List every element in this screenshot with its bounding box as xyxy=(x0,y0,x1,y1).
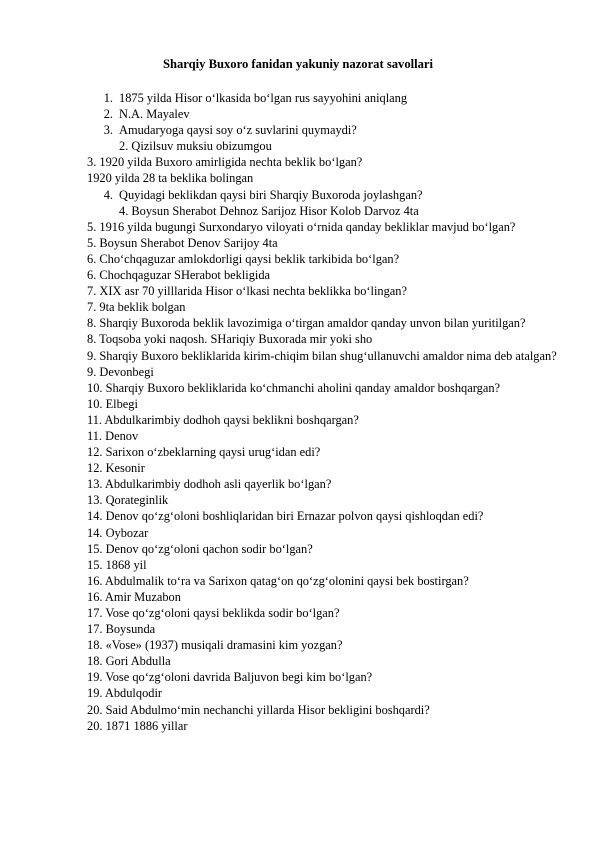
answer-line: 7. 9ta beklik bolgan xyxy=(87,300,186,315)
question-line: 12. Sarixon o‘zbeklarning qaysi urug‘idan edi? xyxy=(87,445,321,460)
answer-line: 17. Boysunda xyxy=(87,622,156,637)
question-line: 6. Cho‘chqaguzar amlokdorligi qaysi beklik tarkibida bo‘lgan? xyxy=(87,251,400,266)
answer-line: 6. Chochqaguzar SHerabot bekligida xyxy=(87,268,271,283)
question-line: 20. Said Abdulmo‘min nechanchi yillarda Hisor bekligini boshqardi? xyxy=(87,702,430,717)
question-line: 19. Vose qo‘zg‘oloni davrida Baljuvon begi kim bo‘lgan? xyxy=(87,670,373,685)
numbered-item xyxy=(87,122,567,138)
item-text: 1875 yilda Hisor o‘lkasida bo‘lgan rus sayyohini aniqlang xyxy=(119,91,408,105)
item-number: 4. xyxy=(103,187,113,202)
question-line: 15. Denov qo‘zg‘oloni qachon sodir bo‘lgan? xyxy=(87,541,313,556)
answer-line: 20. 1871 1886 yillar xyxy=(87,718,188,733)
item-number: 2. xyxy=(103,107,113,122)
answer-line: 8. Toqsoba yoki naqosh. SHariqiy Buxorada mir yoki sho xyxy=(87,332,373,347)
answer-line: 2. Qizilsuv muksiu obizumgou xyxy=(119,139,272,154)
answer-line: 13. Qorateginlik xyxy=(87,493,169,508)
question-line: 9. Sharqiy Buxoro bekliklarida kirim-chiqim bilan shug‘ullanuvchi amaldor nima deb atalgan? xyxy=(87,348,557,363)
numbered-item xyxy=(87,106,567,122)
answer-line: 16. Amir Muzabon xyxy=(87,589,181,604)
item-text: Amudaryoga qaysi soy o‘z suvlarini quymaydi? xyxy=(119,123,357,138)
item-text: Quyidagi beklikdan qaysi biri Sharqiy Buxoroda joylashgan? xyxy=(119,187,423,202)
question-line: 5. 1916 yilda bugungi Surxondaryo viloyati o‘rnida qanday bekliklar mavjud bo‘lgan? xyxy=(87,219,516,234)
numbered-item xyxy=(87,90,567,106)
answer-line: 19. Abdulqodir xyxy=(87,686,163,701)
answer-line: 14. Oybozar xyxy=(87,525,149,540)
answer-line: 15. 1868 yil xyxy=(87,557,147,572)
item-text: N.A. Mayalev xyxy=(119,107,190,122)
item-number: 3. xyxy=(103,123,113,138)
answer-line: 1920 yilda 28 ta beklika bolingan xyxy=(87,171,254,186)
document-title: Sharqiy Buxoro fanidan yakuniy nazorat savollari xyxy=(162,57,433,71)
question-line: 16. Abdulmalik to‘ra va Sarixon qatag‘on qo‘zg‘olonini qaysi bek bostirgan? xyxy=(87,573,469,588)
answer-line: 18. Gori Abdulla xyxy=(87,654,171,669)
question-line: 14. Denov qo‘zg‘oloni boshliqlaridan biri Ernazar polvon qaysi qishloqdan edi? xyxy=(87,509,484,524)
item-number: 1. xyxy=(103,91,113,105)
questions-body xyxy=(87,90,567,734)
answer-line: 12. Kesonir xyxy=(87,461,145,476)
question-line: 18. «Vose» (1937) musiqali dramasini kim yozgan? xyxy=(87,638,343,653)
numbered-item xyxy=(87,187,567,203)
answer-line: 5. Boysun Sherabot Denov Sarijoy 4ta xyxy=(87,235,278,250)
question-line: 10. Sharqiy Buxoro bekliklarida ko‘chmanchi aholini qanday amaldor boshqargan? xyxy=(87,380,501,395)
question-line: 17. Vose qo‘zg‘oloni qaysi beklikda sodir bo‘lgan? xyxy=(87,606,340,620)
question-line: 3. 1920 yilda Buxoro amirligida nechta beklik bo‘lgan? xyxy=(87,155,363,170)
question-line: 13. Abdulkarimbiy dodhoh asli qayerlik bo‘lgan? xyxy=(87,477,332,492)
answer-line: 10. Elbegi xyxy=(87,396,138,411)
question-line: 7. XIX asr 70 yilllarida Hisor o‘lkasi nechta beklikka bo‘lingan? xyxy=(87,284,408,299)
question-line: 11. Abdulkarimbiy dodhoh qaysi beklikni boshqargan? xyxy=(87,412,359,427)
answer-line: 9. Devonbegi xyxy=(87,364,154,379)
answer-line: 11. Denov xyxy=(87,428,139,443)
answer-line: 4. Boysun Sherabot Dehnoz Sarijoz Hisor Kolob Darvoz 4ta xyxy=(119,203,419,218)
question-line: 8. Sharqiy Buxoroda beklik lavozimiga o‘tirgan amaldor qanday unvon bilan yuritilgan? xyxy=(87,316,526,331)
